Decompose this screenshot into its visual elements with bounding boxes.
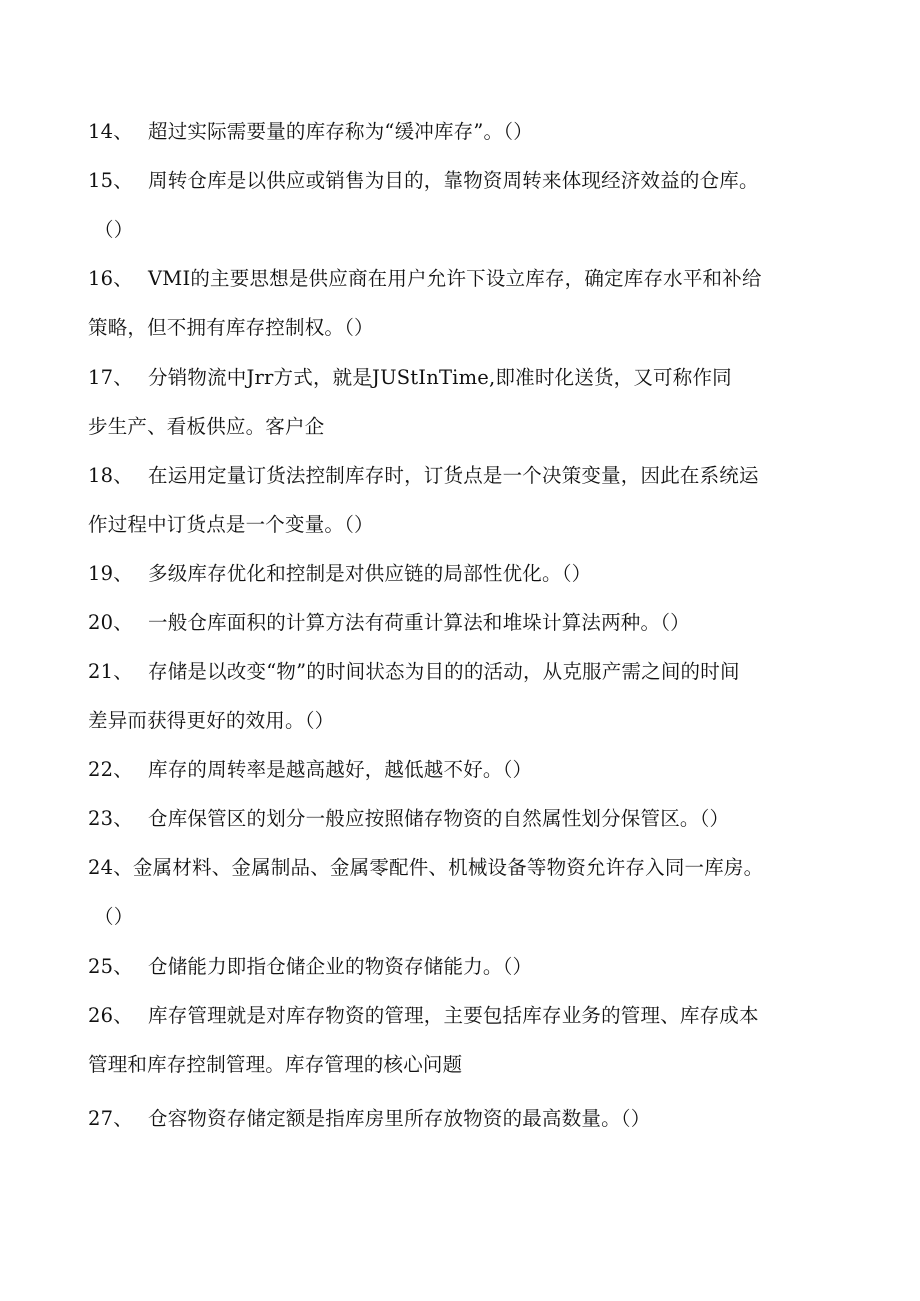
question-24 [88,855,763,881]
question-15 [88,168,759,194]
question-18-continuation: 作过程中订货点是一个变量。（） [88,513,374,536]
question-text: 周转仓库是以供应或销售为目的，靠物资周转来体现经济效益的仓库。 [148,169,759,192]
question-26 [88,1003,759,1029]
question-number: 18、 [88,464,133,487]
question-number: 14、 [88,120,133,143]
question-number: 17、 [88,366,133,389]
question-15-continuation: （） [94,218,134,241]
question-number: 27、 [88,1107,133,1130]
question-text: 金属材料、金属制品、金属零配件、机械设备等物资允许存入同一库房。 [132,856,764,879]
question-17 [88,365,732,391]
question-18 [88,463,759,489]
question-number: 23、 [88,807,133,830]
question-16 [88,266,762,292]
question-text: 库存的周转率是越高越好，越低越不好。（） [148,758,533,781]
question-text: 一般仓库面积的计算方法有荷重计算法和堆垛计算法两种。（） [148,611,690,634]
question-text: VMI的主要思想是供应商在用户允许下设立库存，确定库存水平和补给 [148,267,762,290]
question-number: 25、 [88,955,133,978]
question-22 [88,757,532,783]
question-26-continuation: 管理和库存控制管理。库存管理的核心问题 [88,1053,463,1076]
question-19 [88,561,591,587]
question-25 [88,954,532,980]
question-text: 分销物流中Jrr方式，就是JUStInTime,即准时化送货，又可称作同 [148,366,732,389]
question-text: 多级库存优化和控制是对供应链的局部性优化。（） [148,562,592,585]
question-number: 24、 [88,856,133,879]
question-23 [88,806,729,832]
question-21-continuation: 差异而获得更好的效用。（） [88,709,335,732]
question-text: 仓库保管区的划分一般应按照储存物资的自然属性划分保管区。（） [148,807,730,830]
question-14 [88,119,533,145]
question-24-continuation: （） [94,905,134,928]
question-20 [88,610,690,636]
question-16-continuation: 策略，但不拥有库存控制权。（） [88,316,374,339]
question-text: 存储是以改变“物”的时间状态为目的的活动，从克服产需之间的时间 [148,660,740,683]
question-text: 库存管理就是对库存物资的管理，主要包括库存业务的管理、库存成本 [148,1004,759,1027]
question-text: 在运用定量订货法控制库存时，订货点是一个决策变量，因此在系统运 [148,464,759,487]
question-text: 仓储能力即指仓储企业的物资存储能力。（） [148,955,533,978]
question-number: 26、 [88,1004,133,1027]
question-17-continuation: 步生产、看板供应。客户企 [88,415,325,438]
question-number: 16、 [88,267,133,290]
question-number: 22、 [88,758,133,781]
question-21 [88,659,740,685]
question-number: 21、 [88,660,133,683]
question-number: 19、 [88,562,133,585]
question-text: 仓容物资存储定额是指库房里所存放物资的最高数量。（） [148,1107,651,1130]
question-number: 20、 [88,611,133,634]
question-number: 15、 [88,169,133,192]
question-27 [88,1106,650,1132]
question-text: 超过实际需要量的库存称为“缓冲库存”。（） [148,120,533,143]
